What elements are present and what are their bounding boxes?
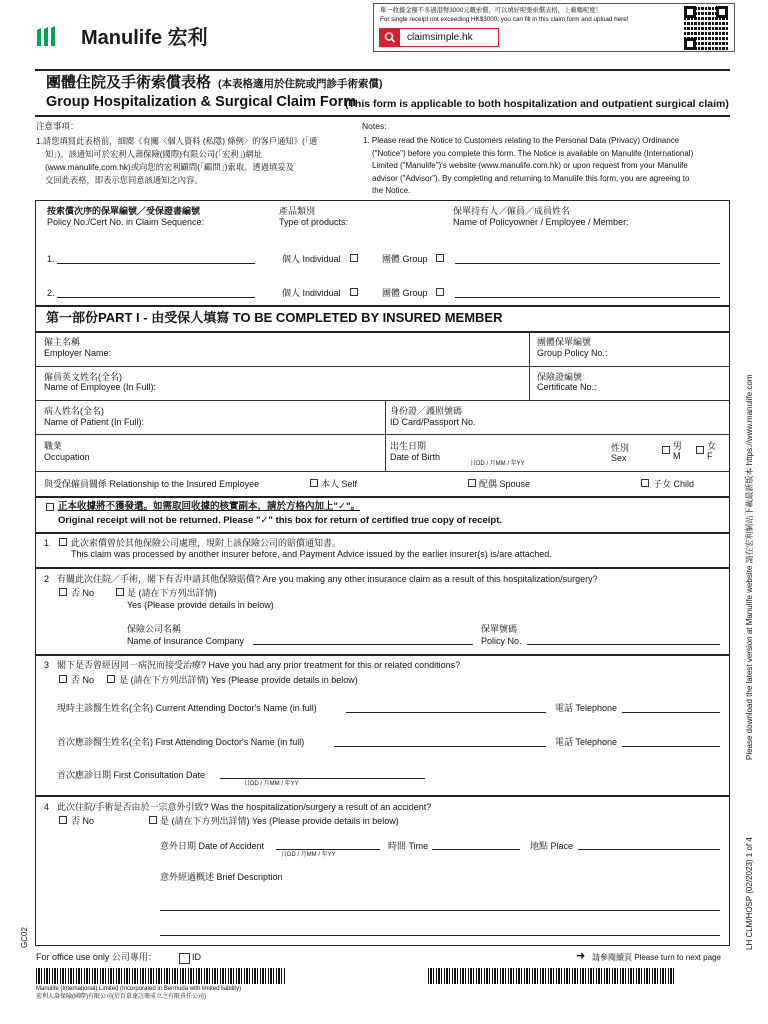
- receipt-zh: 正本收據將不獲發還。如需取回收據的核實副本，請於方格內加上"✓"。: [58, 501, 360, 512]
- notice-zh: 單一收據金額不多過港幣3000元嘅索償，可以填好呢張索償表格，上載喺呢度！: [380, 7, 602, 14]
- q4-date-field[interactable]: [276, 849, 380, 850]
- q2-no-checkbox[interactable]: [59, 588, 67, 596]
- row1-group-checkbox[interactable]: [436, 254, 444, 262]
- receipt-checkbox[interactable]: [46, 503, 54, 511]
- employee-zh: 僱員英文姓名(全名): [44, 372, 122, 382]
- occupation-zh: 職業: [44, 441, 63, 451]
- policy-row1-num: 1.: [47, 254, 55, 264]
- claimsimple-search[interactable]: [379, 28, 499, 47]
- row1-individual-checkbox[interactable]: [350, 254, 358, 262]
- q3-current-doctor-field[interactable]: [346, 712, 546, 713]
- q2-yes-checkbox[interactable]: [116, 588, 124, 596]
- id-zh: 身份證／護照號碼: [390, 406, 463, 416]
- part1-fields: [35, 332, 730, 497]
- manulife-logo-icon: [35, 26, 59, 48]
- q3-current-tel-label: 電話 Telephone: [555, 703, 618, 713]
- male-label: 男 M: [673, 441, 683, 461]
- group-policy-en[interactable]: Group Policy No.:: [537, 348, 608, 358]
- q2-policy-field[interactable]: [527, 644, 720, 645]
- row2-group-label: 團體 Group: [382, 288, 428, 298]
- q2-company-field[interactable]: [253, 644, 473, 645]
- row2-group-checkbox[interactable]: [436, 288, 444, 296]
- q3-current-tel-field[interactable]: [622, 712, 720, 713]
- notice-box: [373, 3, 735, 52]
- q3-text: 閣下是否曾經因同一病況而接受治療? Have you had any prior treatment for this or related conditions?: [57, 660, 461, 670]
- patient-en[interactable]: Name of Patient (In Full):: [44, 417, 145, 427]
- q3-no-checkbox[interactable]: [59, 675, 67, 683]
- q3-yes-label: 是 (請在下方列出詳情) Yes (Please provide details in below): [119, 675, 358, 685]
- q2-no-label: 否 No: [71, 588, 95, 598]
- side-form-code: LH CLM/HOSP (02/2023) 1 of 4: [745, 837, 754, 950]
- cert-zh: 保險證編號: [537, 372, 583, 382]
- policy-col3-en: Name of Policyowner / Employee / Member:: [453, 217, 629, 227]
- dob-format: 日DD / 月MM / 年YY: [470, 461, 525, 467]
- footer-company-zh: 宏利人壽保險(國際)有限公司(於百慕達註冊成立之有限責任公司): [36, 994, 206, 1000]
- barcode-left: [36, 968, 286, 984]
- notice-en: For single receipt not exceeding HK$3000, you can fill in this claim form and upload here!: [380, 16, 629, 23]
- part1-heading: 第一部份PART I - 由受保人填寫 TO BE COMPLETED BY INSURED MEMBER: [46, 310, 503, 325]
- row1-individual-label: 個人 Individual: [282, 254, 341, 264]
- q3-first-tel-label: 電話 Telephone: [555, 737, 618, 747]
- self-checkbox[interactable]: [310, 479, 318, 487]
- q4-desc-line-2[interactable]: [160, 935, 720, 936]
- child-checkbox[interactable]: [641, 479, 649, 487]
- spouse-checkbox[interactable]: [468, 479, 476, 487]
- row1-group-label: 團體 Group: [382, 254, 428, 264]
- notes-en-head: Notes:: [362, 121, 387, 131]
- q4-time-label: 時間 Time: [388, 841, 429, 851]
- q1-en: This claim was processed by another insurer before, and Payment Advice issued by the earlier insurer(s) is/are attached.: [71, 549, 552, 559]
- cert-en[interactable]: Certificate No.:: [537, 382, 597, 392]
- employer-zh: 僱主名稱: [44, 337, 81, 347]
- policy-col2-zh: 產品類別: [279, 206, 316, 216]
- office-id-label: ID: [192, 952, 201, 962]
- male-checkbox[interactable]: [662, 446, 670, 454]
- dob-zh: 出生日期: [390, 441, 427, 451]
- q3-consult-label: 首次應診日期 First Consultation Date: [57, 770, 206, 780]
- q3-first-doctor-label: 首次應診醫生姓名(全名) First Attending Doctor's Name (in full): [57, 737, 305, 747]
- title-zh: 團體住院及手術索償表格: [46, 74, 212, 91]
- child-label: 子女 Child: [653, 479, 695, 489]
- q4-desc-label: 意外經過概述 Brief Description: [160, 872, 283, 882]
- policy-row2-name-field[interactable]: [455, 297, 720, 298]
- policy-col1-zh: 按索償次序的保單編號／受保證書編號: [47, 206, 201, 216]
- q4-yes-label: 是 (請在下方列出詳情) Yes (Please provide details in below): [160, 816, 399, 826]
- sex-zh: 性別: [611, 443, 630, 453]
- brand-name: Manulife 宏利: [81, 27, 208, 49]
- side-gc-code: GC02: [20, 927, 29, 948]
- side-download-text: Please download the latest version at Manulife website 請在宏利網站下載最新版本 https://www.manulife.com: [745, 374, 754, 760]
- policy-row2-num: 2.: [47, 288, 55, 298]
- q4-no-checkbox[interactable]: [59, 816, 67, 824]
- q4-no-label: 否 No: [71, 816, 95, 826]
- q4-date-format: 日DD / 月MM / 年YY: [281, 852, 336, 858]
- title-zh-note: (本表格適用於住院或門診手術索償): [218, 78, 383, 90]
- q2-yes-zh: 是 (請在下方列出詳情): [127, 588, 217, 598]
- sex-en: Sex: [611, 453, 627, 463]
- id-en[interactable]: ID Card/Passport No.: [390, 417, 476, 427]
- turn-page-arrow-icon: ➜: [576, 950, 586, 962]
- employee-en[interactable]: Name of Employee (In Full):: [44, 382, 157, 392]
- employer-en[interactable]: Employer Name:: [44, 348, 112, 358]
- office-use-label: For office use only 公司專用：: [36, 952, 157, 962]
- office-id-checkbox[interactable]: [179, 953, 190, 964]
- q3-current-doctor-label: 現時主診醫生姓名(全名) Current Attending Doctor's Name (in full): [57, 703, 317, 713]
- q3-date-format: 日DD / 月MM / 年YY: [244, 781, 299, 787]
- female-checkbox[interactable]: [696, 446, 704, 454]
- logo: [35, 26, 208, 50]
- q3-first-doctor-field[interactable]: [334, 746, 546, 747]
- notes-en-body: 1. Please read the Notice to Customers relating to the Personal Data (Privacy) Ordinance ("Notice") before you complete this form. The Notice is available on Manulife (International) Limited ("Manulife")'s website (www.manulife.com.hk) or upon request from your Manulife advisor ("Advisor"). By completing and returning to Manulife this form, you are agreeing to the Notice.: [363, 136, 694, 195]
- q4-yes-checkbox[interactable]: [149, 816, 157, 824]
- claimsimple-url: claimsimple.hk: [407, 32, 473, 43]
- barcode-right: [428, 968, 676, 984]
- policy-col3-zh: 保單持有人／僱員／成員姓名: [453, 206, 571, 216]
- q4-desc-line-1[interactable]: [160, 910, 720, 911]
- turn-page-text: 請參閱續頁 Please turn to next page: [592, 953, 721, 962]
- row2-individual-checkbox[interactable]: [350, 288, 358, 296]
- q4-date-label: 意外日期 Date of Accident: [160, 841, 265, 851]
- q4-time-field[interactable]: [432, 849, 520, 850]
- q2-policy-en: Policy No.: [481, 636, 522, 646]
- policy-col2-en: Type of products:: [279, 217, 349, 227]
- q1-num: 1: [44, 538, 50, 548]
- q2-company-zh: 保險公司名稱: [127, 624, 182, 634]
- q4-place-label: 地點 Place: [530, 841, 574, 851]
- footer-company-en: Manulife (International) Limited (Incorporated in Bermuda with limited liability): [36, 986, 242, 992]
- q2-yes-en: Yes (Please provide details in below): [127, 600, 274, 610]
- q3-num: 3: [44, 660, 50, 670]
- policy-row2-field[interactable]: [57, 297, 255, 298]
- q3-no-label: 否 No: [71, 675, 95, 685]
- q2-company-en: Name of Insurance Company: [127, 636, 245, 646]
- q3-yes-checkbox[interactable]: [107, 675, 115, 683]
- q2-num: 2: [44, 574, 50, 584]
- part1-heading-box: [35, 306, 730, 332]
- title-en: Group Hospitalization & Surgical Claim Form: [46, 94, 357, 110]
- q3-first-tel-field[interactable]: [622, 746, 720, 747]
- notes-zh-body: 1.請您填寫此表格前，細閱《有關〈個人資料 (私隱) 條例〉的客戶通知》(「通 知」)。該通知可於宏利人壽保險(國際)有限公司(「宏利」)網址 (www.manulife.com.hk)或向您的宏利顧問(「顧問」)索取。透過填妥及 交回此表格，即表示您同意該通知之內容。: [36, 136, 318, 185]
- row2-individual-label: 個人 Individual: [282, 288, 341, 298]
- q4-text: 此次住院/手術是否由於一宗意外引致? Was the hospitalization/surgery a result of an accident?: [57, 802, 432, 812]
- receipt-en: Original receipt will not be returned. Please "✓" this box for return of certified true copy of receipt.: [58, 515, 503, 526]
- female-label: 女 F: [707, 441, 717, 461]
- search-icon: [380, 29, 400, 46]
- occupation-en[interactable]: Occupation: [44, 452, 90, 462]
- q3-consult-date-field[interactable]: [220, 778, 425, 779]
- group-policy-zh: 團體保單編號: [537, 337, 592, 347]
- q2-policy-zh: 保單號碼: [481, 624, 518, 634]
- q2-text: 有關此次住院／手術，閣下有否申請其他保險賠償? Are you making any other insurance claim as a result of this hospitalization/surgery?: [57, 574, 598, 584]
- dob-en[interactable]: Date of Birth: [390, 452, 441, 462]
- relationship-label: 與受保僱員關係 Relationship to the Insured Employee: [44, 479, 260, 489]
- policy-row1-field[interactable]: [57, 263, 255, 264]
- title-en-note: (This form is applicable to both hospitalization and outpatient surgical claim): [345, 98, 729, 110]
- notes-zh-head: 注意事項：: [36, 121, 79, 131]
- self-label: 本人 Self: [321, 479, 358, 489]
- policy-col1-en: Policy No./Cert No. in Claim Sequence:: [47, 217, 205, 227]
- policy-row1-name-field[interactable]: [455, 263, 720, 264]
- q1-zh: 此次索償曾於其他保險公司處理，現附上該保險公司的賠償通知書。: [71, 538, 342, 548]
- q1-checkbox[interactable]: [59, 538, 67, 546]
- spouse-label: 配偶 Spouse: [479, 479, 531, 489]
- patient-zh: 病人姓名(全名): [44, 406, 104, 416]
- q4-place-field[interactable]: [578, 849, 720, 850]
- q4-num: 4: [44, 802, 50, 812]
- qr-code: [684, 6, 728, 50]
